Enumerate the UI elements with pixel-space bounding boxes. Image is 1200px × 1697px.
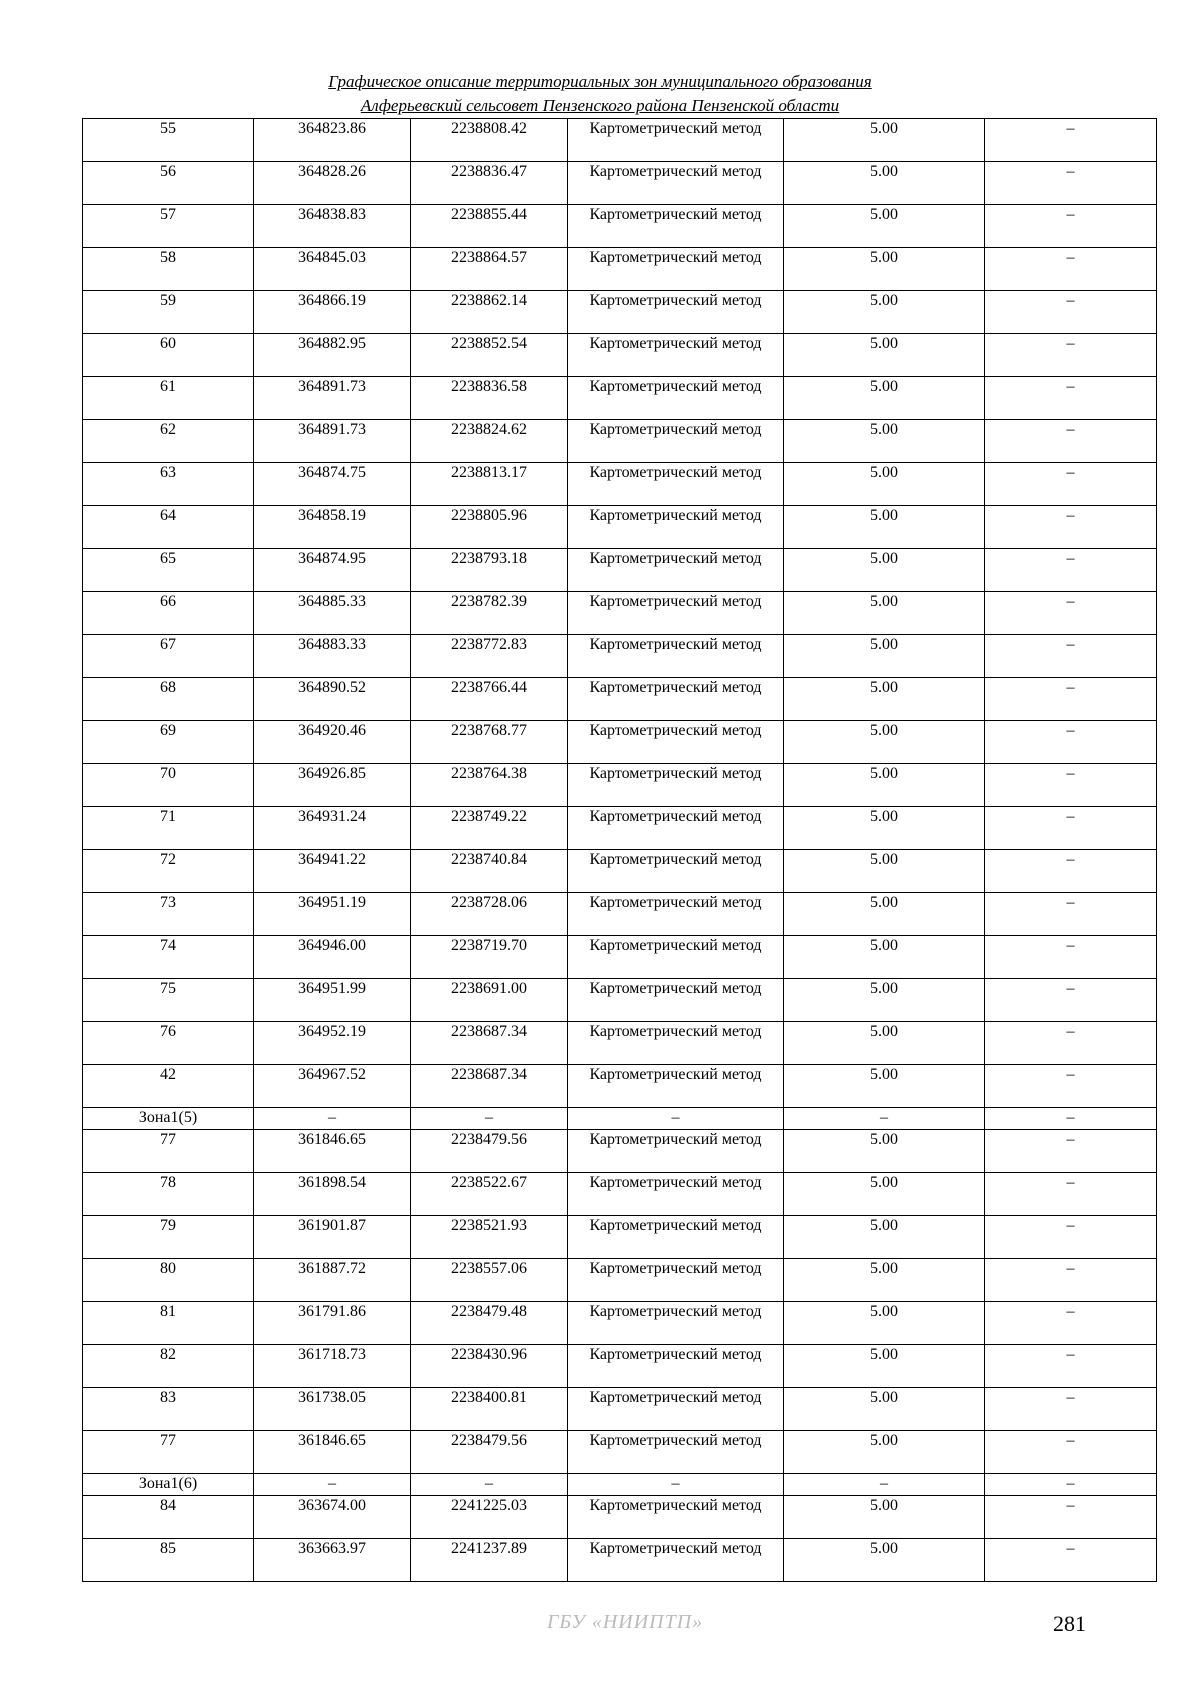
document-title-line-2: Алферьевский сельсовет Пензенского района Пензенской области: [360, 96, 840, 115]
method-cell: Картометрический метод: [568, 678, 784, 721]
x-coordinate-cell: 363663.97: [254, 1539, 411, 1582]
precision-cell: 5.00: [784, 506, 985, 549]
y-coordinate-cell: 2238768.77: [411, 721, 568, 764]
table-row: [83, 1496, 1157, 1539]
note-cell: –: [985, 1173, 1157, 1216]
x-coordinate-cell: 364858.19: [254, 506, 411, 549]
method-cell: Картометрический метод: [568, 592, 784, 635]
x-coordinate-cell: 364838.83: [254, 205, 411, 248]
x-coordinate-cell: 364920.46: [254, 721, 411, 764]
method-cell: Картометрический метод: [568, 1022, 784, 1065]
method-cell: Картометрический метод: [568, 1259, 784, 1302]
point-number-cell: 81: [83, 1302, 254, 1345]
table-row: [83, 1388, 1157, 1431]
table-row: [83, 377, 1157, 420]
note-cell: –: [985, 119, 1157, 162]
y-coordinate-cell: 2238855.44: [411, 205, 568, 248]
y-coordinate-cell: 2238691.00: [411, 979, 568, 1022]
point-number-cell: 63: [83, 463, 254, 506]
x-coordinate-cell: 361887.72: [254, 1259, 411, 1302]
method-cell: Картометрический метод: [568, 162, 784, 205]
precision-cell: 5.00: [784, 1345, 985, 1388]
method-cell: Картометрический метод: [568, 248, 784, 291]
x-coordinate-cell: 364828.26: [254, 162, 411, 205]
note-cell: –: [985, 1345, 1157, 1388]
method-cell: Картометрический метод: [568, 979, 784, 1022]
method-cell: Картометрический метод: [568, 1431, 784, 1474]
method-cell: Картометрический метод: [568, 1388, 784, 1431]
x-coordinate-cell: 361846.65: [254, 1130, 411, 1173]
precision-cell: 5.00: [784, 1259, 985, 1302]
precision-cell: 5.00: [784, 1130, 985, 1173]
precision-cell: 5.00: [784, 1496, 985, 1539]
table-row: [83, 248, 1157, 291]
table-row: [83, 205, 1157, 248]
note-cell: –: [985, 1302, 1157, 1345]
x-coordinate-cell: 361901.87: [254, 1216, 411, 1259]
table-row: [83, 850, 1157, 893]
table-row: [83, 979, 1157, 1022]
method-cell: Картометрический метод: [568, 291, 784, 334]
note-cell: –: [985, 721, 1157, 764]
note-cell: –: [985, 936, 1157, 979]
y-coordinate-cell: 2241225.03: [411, 1496, 568, 1539]
precision-cell: 5.00: [784, 205, 985, 248]
coordinates-table-body: [83, 119, 1157, 1582]
y-coordinate-cell: 2238808.42: [411, 119, 568, 162]
note-cell: –: [985, 1216, 1157, 1259]
method-cell: Картометрический метод: [568, 764, 784, 807]
point-number-cell: 76: [83, 1022, 254, 1065]
precision-cell: 5.00: [784, 936, 985, 979]
x-coordinate-cell: 364951.99: [254, 979, 411, 1022]
table-row: [83, 506, 1157, 549]
x-coordinate-cell: 363674.00: [254, 1496, 411, 1539]
point-number-cell: 55: [83, 119, 254, 162]
y-coordinate-cell: 2238749.22: [411, 807, 568, 850]
note-cell: –: [985, 1474, 1157, 1496]
x-coordinate-cell: 364931.24: [254, 807, 411, 850]
coordinates-table: [82, 118, 1157, 1582]
precision-cell: 5.00: [784, 979, 985, 1022]
note-cell: –: [985, 506, 1157, 549]
precision-cell: 5.00: [784, 334, 985, 377]
y-coordinate-cell: 2238740.84: [411, 850, 568, 893]
method-cell: Картометрический метод: [568, 420, 784, 463]
note-cell: –: [985, 291, 1157, 334]
method-cell: Картометрический метод: [568, 377, 784, 420]
precision-cell: 5.00: [784, 1388, 985, 1431]
x-coordinate-cell: 364882.95: [254, 334, 411, 377]
y-coordinate-cell: 2238862.14: [411, 291, 568, 334]
organization-name: ГБУ «НИИПТП»: [547, 1611, 704, 1633]
table-row: [83, 936, 1157, 979]
precision-cell: 5.00: [784, 549, 985, 592]
precision-cell: –: [784, 1474, 985, 1496]
method-cell: Картометрический метод: [568, 1345, 784, 1388]
point-number-cell: 72: [83, 850, 254, 893]
note-cell: –: [985, 162, 1157, 205]
precision-cell: –: [784, 1108, 985, 1130]
note-cell: –: [985, 549, 1157, 592]
method-cell: Картометрический метод: [568, 1539, 784, 1582]
precision-cell: 5.00: [784, 463, 985, 506]
note-cell: –: [985, 377, 1157, 420]
note-cell: –: [985, 420, 1157, 463]
precision-cell: 5.00: [784, 119, 985, 162]
precision-cell: 5.00: [784, 420, 985, 463]
table-row: [83, 420, 1157, 463]
y-coordinate-cell: 2238479.56: [411, 1130, 568, 1173]
method-cell: Картометрический метод: [568, 893, 784, 936]
method-cell: Картометрический метод: [568, 721, 784, 764]
method-cell: –: [568, 1108, 784, 1130]
x-coordinate-cell: 364891.73: [254, 377, 411, 420]
x-coordinate-cell: 364967.52: [254, 1065, 411, 1108]
precision-cell: 5.00: [784, 1022, 985, 1065]
x-coordinate-cell: 364823.86: [254, 119, 411, 162]
point-number-cell: 77: [83, 1130, 254, 1173]
table-row: [83, 1130, 1157, 1173]
note-cell: –: [985, 334, 1157, 377]
x-coordinate-cell: 364951.19: [254, 893, 411, 936]
x-coordinate-cell: 364926.85: [254, 764, 411, 807]
method-cell: Картометрический метод: [568, 334, 784, 377]
y-coordinate-cell: 2238852.54: [411, 334, 568, 377]
point-number-cell: 79: [83, 1216, 254, 1259]
y-coordinate-cell: 2238430.96: [411, 1345, 568, 1388]
note-cell: –: [985, 635, 1157, 678]
zone-header-row: [83, 1108, 1157, 1130]
table-row: [83, 721, 1157, 764]
point-number-cell: Зона1(5): [83, 1108, 254, 1130]
x-coordinate-cell: 361846.65: [254, 1431, 411, 1474]
x-coordinate-cell: 364890.52: [254, 678, 411, 721]
point-number-cell: 67: [83, 635, 254, 678]
precision-cell: 5.00: [784, 592, 985, 635]
table-row: [83, 893, 1157, 936]
precision-cell: 5.00: [784, 678, 985, 721]
x-coordinate-cell: 364952.19: [254, 1022, 411, 1065]
y-coordinate-cell: 2238522.67: [411, 1173, 568, 1216]
y-coordinate-cell: 2238687.34: [411, 1022, 568, 1065]
point-number-cell: 69: [83, 721, 254, 764]
precision-cell: 5.00: [784, 377, 985, 420]
precision-cell: 5.00: [784, 764, 985, 807]
point-number-cell: 73: [83, 893, 254, 936]
point-number-cell: 56: [83, 162, 254, 205]
x-coordinate-cell: 364883.33: [254, 635, 411, 678]
y-coordinate-cell: 2238728.06: [411, 893, 568, 936]
note-cell: –: [985, 807, 1157, 850]
table-row: [83, 1431, 1157, 1474]
method-cell: Картометрический метод: [568, 549, 784, 592]
method-cell: –: [568, 1474, 784, 1496]
table-row: [83, 334, 1157, 377]
point-number-cell: 60: [83, 334, 254, 377]
note-cell: –: [985, 1496, 1157, 1539]
note-cell: –: [985, 850, 1157, 893]
table-row: [83, 1539, 1157, 1582]
precision-cell: 5.00: [784, 1173, 985, 1216]
x-coordinate-cell: 364885.33: [254, 592, 411, 635]
y-coordinate-cell: –: [411, 1108, 568, 1130]
precision-cell: 5.00: [784, 248, 985, 291]
point-number-cell: 84: [83, 1496, 254, 1539]
note-cell: –: [985, 678, 1157, 721]
y-coordinate-cell: 2238764.38: [411, 764, 568, 807]
point-number-cell: 77: [83, 1431, 254, 1474]
table-row: [83, 635, 1157, 678]
y-coordinate-cell: 2238805.96: [411, 506, 568, 549]
note-cell: –: [985, 979, 1157, 1022]
y-coordinate-cell: 2238793.18: [411, 549, 568, 592]
method-cell: Картометрический метод: [568, 1130, 784, 1173]
y-coordinate-cell: 2238824.62: [411, 420, 568, 463]
note-cell: –: [985, 1130, 1157, 1173]
point-number-cell: 64: [83, 506, 254, 549]
table-row: [83, 1345, 1157, 1388]
y-coordinate-cell: 2238772.83: [411, 635, 568, 678]
method-cell: Картометрический метод: [568, 807, 784, 850]
y-coordinate-cell: 2238719.70: [411, 936, 568, 979]
table-row: [83, 807, 1157, 850]
point-number-cell: 42: [83, 1065, 254, 1108]
table-row: [83, 549, 1157, 592]
note-cell: –: [985, 1431, 1157, 1474]
precision-cell: 5.00: [784, 721, 985, 764]
note-cell: –: [985, 248, 1157, 291]
x-coordinate-cell: 364874.95: [254, 549, 411, 592]
y-coordinate-cell: 2238400.81: [411, 1388, 568, 1431]
table-row: [83, 1173, 1157, 1216]
note-cell: –: [985, 1022, 1157, 1065]
note-cell: –: [985, 1108, 1157, 1130]
x-coordinate-cell: –: [254, 1108, 411, 1130]
precision-cell: 5.00: [784, 1539, 985, 1582]
precision-cell: 5.00: [784, 1302, 985, 1345]
note-cell: –: [985, 893, 1157, 936]
method-cell: Картометрический метод: [568, 1173, 784, 1216]
x-coordinate-cell: 361738.05: [254, 1388, 411, 1431]
x-coordinate-cell: 364874.75: [254, 463, 411, 506]
precision-cell: 5.00: [784, 162, 985, 205]
method-cell: Картометрический метод: [568, 1302, 784, 1345]
method-cell: Картометрический метод: [568, 635, 784, 678]
document-title-line-1: Графическое описание территориальных зон муниципального образования: [328, 72, 872, 91]
point-number-cell: 71: [83, 807, 254, 850]
page-number: 281: [1053, 1611, 1086, 1636]
point-number-cell: 58: [83, 248, 254, 291]
note-cell: –: [985, 1388, 1157, 1431]
y-coordinate-cell: –: [411, 1474, 568, 1496]
point-number-cell: 80: [83, 1259, 254, 1302]
table-row: [83, 764, 1157, 807]
point-number-cell: 65: [83, 549, 254, 592]
note-cell: –: [985, 1065, 1157, 1108]
x-coordinate-cell: 361718.73: [254, 1345, 411, 1388]
point-number-cell: 75: [83, 979, 254, 1022]
point-number-cell: 85: [83, 1539, 254, 1582]
point-number-cell: 82: [83, 1345, 254, 1388]
table-row: [83, 463, 1157, 506]
method-cell: Картометрический метод: [568, 205, 784, 248]
precision-cell: 5.00: [784, 635, 985, 678]
point-number-cell: 68: [83, 678, 254, 721]
method-cell: Картометрический метод: [568, 463, 784, 506]
point-number-cell: 70: [83, 764, 254, 807]
table-row: [83, 1216, 1157, 1259]
method-cell: Картометрический метод: [568, 1216, 784, 1259]
precision-cell: 5.00: [784, 1216, 985, 1259]
y-coordinate-cell: 2241237.89: [411, 1539, 568, 1582]
point-number-cell: 74: [83, 936, 254, 979]
x-coordinate-cell: 364845.03: [254, 248, 411, 291]
y-coordinate-cell: 2238766.44: [411, 678, 568, 721]
precision-cell: 5.00: [784, 1431, 985, 1474]
method-cell: Картометрический метод: [568, 1065, 784, 1108]
note-cell: –: [985, 205, 1157, 248]
page-footer: [0, 1611, 1200, 1641]
point-number-cell: 83: [83, 1388, 254, 1431]
point-number-cell: Зона1(6): [83, 1474, 254, 1496]
y-coordinate-cell: 2238479.48: [411, 1302, 568, 1345]
table-row: [83, 592, 1157, 635]
x-coordinate-cell: 364941.22: [254, 850, 411, 893]
note-cell: –: [985, 1259, 1157, 1302]
y-coordinate-cell: 2238782.39: [411, 592, 568, 635]
y-coordinate-cell: 2238557.06: [411, 1259, 568, 1302]
precision-cell: 5.00: [784, 1065, 985, 1108]
x-coordinate-cell: 364866.19: [254, 291, 411, 334]
x-coordinate-cell: 364891.73: [254, 420, 411, 463]
y-coordinate-cell: 2238836.47: [411, 162, 568, 205]
note-cell: –: [985, 1539, 1157, 1582]
y-coordinate-cell: 2238479.56: [411, 1431, 568, 1474]
point-number-cell: 66: [83, 592, 254, 635]
method-cell: Картометрический метод: [568, 850, 784, 893]
point-number-cell: 57: [83, 205, 254, 248]
point-number-cell: 62: [83, 420, 254, 463]
table-row: [83, 291, 1157, 334]
precision-cell: 5.00: [784, 807, 985, 850]
method-cell: Картометрический метод: [568, 936, 784, 979]
y-coordinate-cell: 2238864.57: [411, 248, 568, 291]
table-row: [83, 119, 1157, 162]
note-cell: –: [985, 592, 1157, 635]
table-row: [83, 1022, 1157, 1065]
method-cell: Картометрический метод: [568, 506, 784, 549]
y-coordinate-cell: 2238836.58: [411, 377, 568, 420]
zone-header-row: [83, 1474, 1157, 1496]
y-coordinate-cell: 2238687.34: [411, 1065, 568, 1108]
y-coordinate-cell: 2238813.17: [411, 463, 568, 506]
method-cell: Картометрический метод: [568, 119, 784, 162]
y-coordinate-cell: 2238521.93: [411, 1216, 568, 1259]
note-cell: –: [985, 463, 1157, 506]
table-row: [83, 1259, 1157, 1302]
precision-cell: 5.00: [784, 291, 985, 334]
table-row: [83, 1302, 1157, 1345]
table-row: [83, 162, 1157, 205]
x-coordinate-cell: 361791.86: [254, 1302, 411, 1345]
x-coordinate-cell: –: [254, 1474, 411, 1496]
x-coordinate-cell: 361898.54: [254, 1173, 411, 1216]
note-cell: –: [985, 764, 1157, 807]
precision-cell: 5.00: [784, 893, 985, 936]
point-number-cell: 59: [83, 291, 254, 334]
precision-cell: 5.00: [784, 850, 985, 893]
point-number-cell: 61: [83, 377, 254, 420]
method-cell: Картометрический метод: [568, 1496, 784, 1539]
table-row: [83, 678, 1157, 721]
x-coordinate-cell: 364946.00: [254, 936, 411, 979]
point-number-cell: 78: [83, 1173, 254, 1216]
table-row: [83, 1065, 1157, 1108]
